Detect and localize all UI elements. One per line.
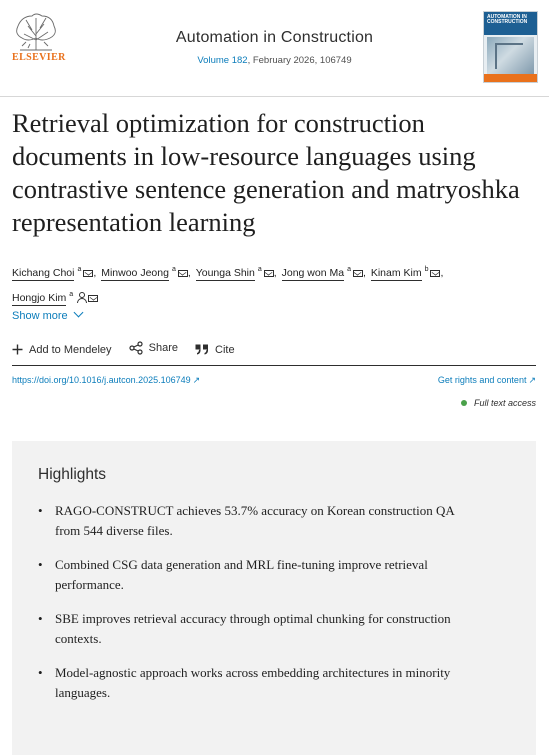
email-icon[interactable]	[88, 295, 98, 302]
affiliation-marker[interactable]: a	[171, 266, 176, 273]
author-item[interactable]: Younga Shin $^a$ ,	[195, 266, 277, 279]
corresponding-author-icon[interactable]	[76, 292, 86, 302]
cite-label: Cite	[215, 343, 235, 356]
article-actions	[12, 341, 249, 358]
author-item[interactable]: Kichang Choi $^a$ ,	[12, 266, 97, 279]
header-divider	[0, 96, 549, 97]
affiliation-marker[interactable]: a	[69, 291, 74, 298]
author-name[interactable]: Minwoo Jeong	[101, 267, 169, 279]
highlights-title: Highlights	[38, 466, 107, 483]
doi-link[interactable]	[12, 375, 200, 386]
share-label: Share	[148, 342, 178, 354]
add-to-mendeley-button[interactable]	[12, 344, 112, 356]
access-status	[461, 398, 536, 408]
share-icon	[129, 341, 143, 355]
journal-header	[0, 0, 549, 96]
highlights-list	[38, 501, 478, 717]
author-name[interactable]: Jong won Ma	[281, 267, 345, 279]
cover-bar	[484, 74, 537, 82]
quote-icon	[195, 344, 209, 355]
affiliation-marker[interactable]: a	[257, 266, 262, 273]
affiliation-marker[interactable]: a	[77, 266, 82, 273]
affiliation-marker[interactable]: a	[347, 266, 351, 273]
rights-text: Get rights and content	[437, 375, 527, 385]
cover-title: AUTOMATION IN CONSTRUCTION	[484, 12, 537, 35]
highlights-section	[12, 441, 536, 755]
rights-link[interactable]	[438, 375, 536, 386]
issue-date: , February 2026, 106749	[247, 55, 352, 66]
chevron-down-icon	[73, 308, 83, 318]
cite-button[interactable]	[195, 344, 235, 356]
share-button[interactable]	[129, 341, 178, 355]
author-item[interactable]: Jong won Ma $^a$ ,	[281, 266, 366, 279]
mendeley-label: Add to Mendeley	[29, 343, 112, 356]
article-title: Retrieval optimization for construction documents in low-resource languages using contrastive sentence generation and matryoshka representation learning	[12, 108, 520, 237]
journal-title[interactable]: Automation in Construction	[175, 29, 374, 46]
email-icon[interactable]	[178, 270, 188, 277]
highlight-item: • Model-agnostic approach works across embedding architectures in minority languages.	[38, 663, 478, 703]
author-item[interactable]	[12, 284, 98, 309]
email-icon[interactable]	[264, 270, 274, 277]
author-item[interactable]: Minwoo Jeong $^a$ ,	[101, 266, 191, 279]
show-more-button[interactable]	[12, 309, 82, 322]
journal-issue-info	[0, 55, 549, 66]
author-item[interactable]: Kinam Kim $^b$ ,	[370, 266, 444, 279]
highlight-item: • Combined CSG data generation and MRL fine-tuning improve retrieval performance.	[38, 555, 478, 595]
author-name[interactable]: Younga Shin	[195, 267, 255, 279]
external-link-icon: ↗	[192, 375, 201, 385]
journal-cover-image[interactable]	[483, 11, 538, 83]
email-icon[interactable]	[353, 270, 363, 277]
author-name[interactable]: Hongjo Kim	[12, 292, 67, 304]
doi-text: https://doi.org/10.1016/j.autcon.2025.106749	[12, 375, 191, 385]
email-icon[interactable]	[83, 270, 93, 277]
actions-divider	[12, 365, 536, 366]
access-dot-icon	[461, 400, 467, 406]
author-list	[12, 259, 540, 309]
affiliation-marker[interactable]: b	[424, 266, 429, 273]
highlight-item: • RAGO-CONSTRUCT achieves 53.7% accuracy on Korean construction QA from 544 diverse files.	[38, 501, 478, 541]
elsevier-wordmark[interactable]: ELSEVIER	[12, 52, 66, 63]
access-label: Full text access	[473, 398, 536, 408]
cover-photo	[487, 37, 534, 75]
show-more-label: Show more	[12, 310, 68, 322]
external-link-icon: ↗	[528, 375, 536, 385]
highlight-item: • SBE improves retrieval accuracy through optimal chunking for construction contexts.	[38, 609, 478, 649]
email-icon[interactable]	[430, 270, 440, 277]
author-name[interactable]: Kichang Choi	[12, 267, 75, 279]
author-name[interactable]: Kinam Kim	[370, 267, 422, 279]
plus-icon	[12, 344, 23, 355]
volume-link[interactable]: Volume 182	[197, 55, 248, 66]
